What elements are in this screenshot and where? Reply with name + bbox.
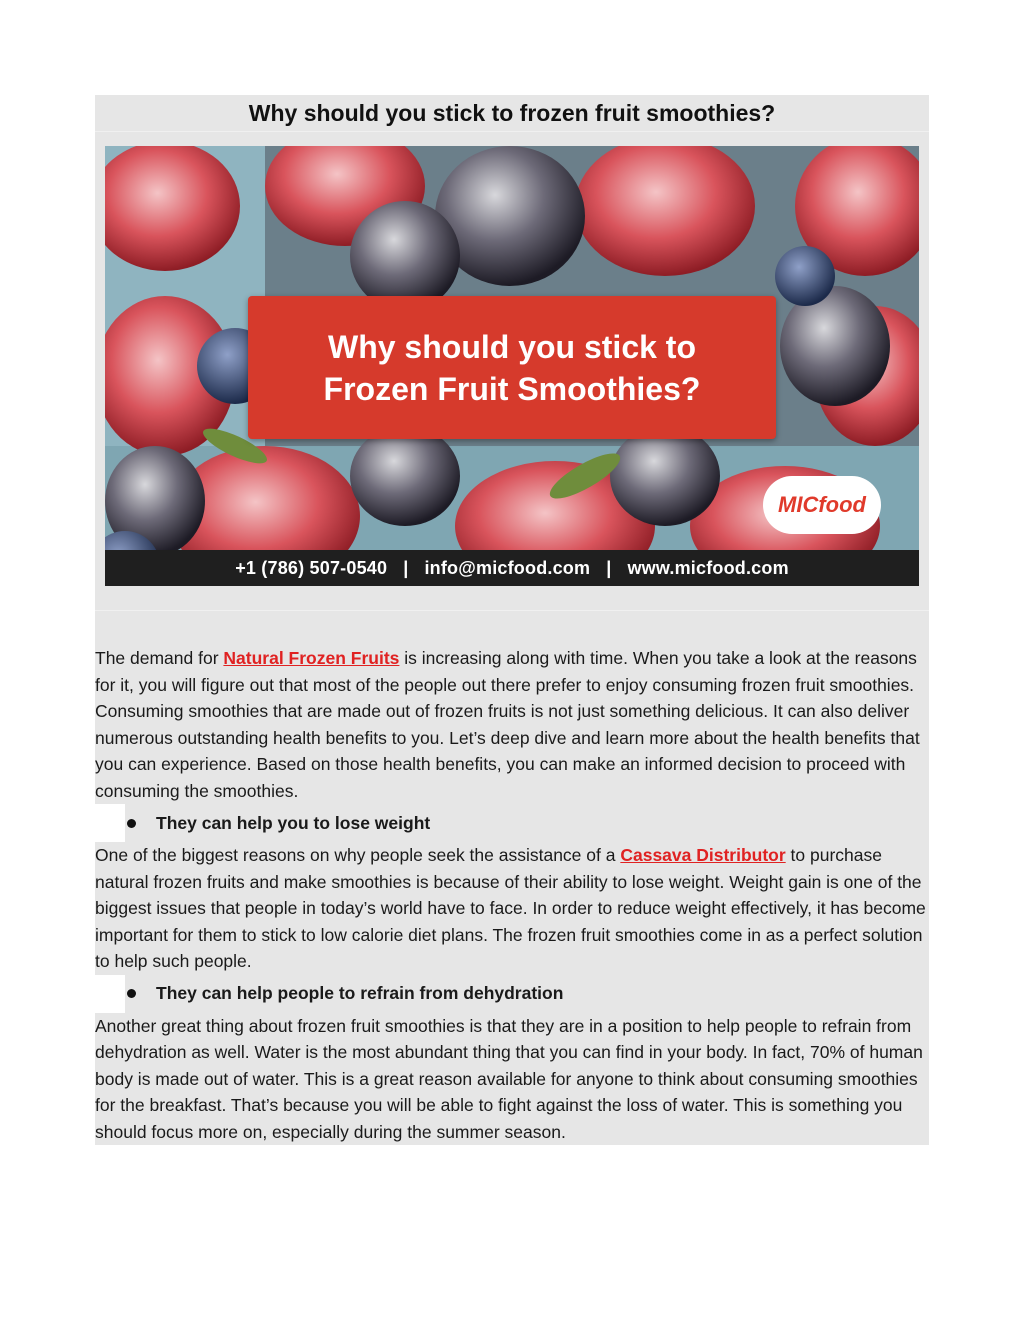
intro-paragraph: [95, 645, 929, 804]
contact-phone: +1 (786) 507-0540: [235, 557, 388, 578]
bullet-icon: [127, 989, 136, 998]
section2-paragraph: Another great thing about frozen fruit smoothies is that they are in a position to help people to refrain from dehydration as well. Water is the most abundant thing that you can find in your body. In fact, 70% of human body is made out of water. This is a great reason available for anyone to think about consuming smoothies for the breakfast. That’s because you will be able to fight against the loss of water. This is something you should focus more on, especially during the summer season.: [95, 1013, 929, 1146]
bullet-body: [125, 804, 929, 842]
bullet-icon: [127, 819, 136, 828]
contact-email: info@micfood.com: [424, 557, 591, 578]
cassava-distributor-link[interactable]: Cassava Distributor: [620, 845, 786, 865]
banner-line-1: Why should you stick to: [327, 328, 696, 365]
intro-text-end: is increasing along with time. When you take a look at the reasons for it, you will figure out that most of the people out there prefer to enjoy consuming frozen fruit smoothies. Consuming smoothies that are made out of frozen fruits is not just something delicious. It can also deliver numerous outstanding health benefits to you. Let’s deep dive and learn more about the health benefits that you can experience. Based on those health benefits, you can make an informed decision to proceed with consuming the smoothies.: [95, 648, 920, 801]
contact-website: www.micfood.com: [627, 557, 789, 578]
micfood-logo: MICfood: [763, 476, 881, 534]
hero-image: [105, 146, 919, 586]
indent: [95, 975, 125, 1013]
section1-text-end: to purchase natural frozen fruits and make smoothies is because of their ability to lose weight. Weight gain is one of the biggest issues that people in today’s world have to face. In order to reduce weight effectively, it has become important for them to stick to low calorie diet plans. The frozen fruit smoothies come in as a perfect solution to help such people.: [95, 845, 926, 971]
section1-text-start: One of the biggest reasons on why people seek the assistance of a: [95, 845, 621, 865]
page-title: Why should you stick to frozen fruit smoothies?: [95, 95, 929, 132]
banner-line-2: Frozen Fruit Smoothies?: [323, 370, 701, 407]
contact-separator: |: [606, 557, 612, 578]
bullet-body: [125, 975, 929, 1013]
section2-heading-row: [95, 975, 929, 1013]
spacer: [95, 610, 929, 645]
intro-text-start: The demand for: [95, 648, 224, 668]
indent: [95, 804, 125, 842]
document: [95, 95, 929, 1145]
section1-heading-row: [95, 804, 929, 842]
hero-image-row: [95, 132, 929, 610]
section1-paragraph: [95, 842, 929, 975]
natural-frozen-fruits-link[interactable]: Natural Frozen Fruits: [223, 648, 400, 668]
contact-bar: [105, 550, 919, 586]
contact-separator: |: [403, 557, 409, 578]
section1-heading: They can help you to lose weight: [156, 812, 431, 833]
hero-banner: [248, 296, 776, 439]
section2-heading: They can help people to refrain from dehydration: [156, 983, 564, 1003]
